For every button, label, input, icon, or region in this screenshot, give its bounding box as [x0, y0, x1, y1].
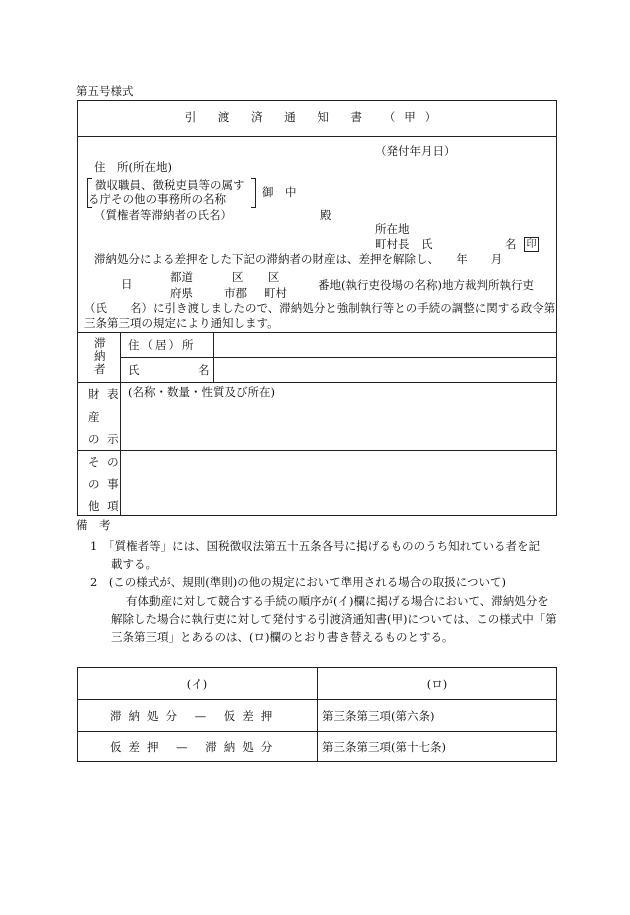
- brace-right: [251, 178, 256, 208]
- address-row-divider: [120, 357, 557, 358]
- form-title: 引 渡 済 通 知 書 （甲）: [184, 110, 446, 124]
- replace-row1-i: 滞納処分 — 仮差押: [110, 709, 280, 723]
- delinquent-label-3: 者: [94, 362, 106, 376]
- replace-header-ro: (ロ): [426, 677, 448, 691]
- property-description: (名称・数量・性質及び所在): [128, 385, 275, 399]
- property-label-c: の 示: [88, 432, 121, 446]
- replace-row2-i: 仮差押 — 滞納処分: [110, 740, 280, 754]
- note2-line2: 有体動産に対して競合する手続の順序が(イ)欄に掲げる場合において、滞納処分を: [126, 594, 549, 608]
- note2-line4: 三条第三項」とあるのは、(ロ)欄のとおり書き替えるものとする。: [111, 630, 454, 644]
- body-line3: （氏 名）に引き渡しましたので、滞納処分と強制執行等との手続の調整に関する政令第: [84, 301, 556, 315]
- ku2-top: 区: [268, 270, 280, 284]
- other-label-b: の 事: [88, 477, 121, 491]
- seal-icon: 印: [524, 237, 539, 252]
- note1-line1: 1 「質権者等」には、国税徴収法第五十五条各号に掲げるもののうち知れている者を記: [90, 539, 541, 553]
- note2-line1: 2 (この様式が、規則(準則)の他の規定において準用される場合の取扱について): [90, 575, 507, 589]
- replace-row1-ro: 第三条第三項(第六条): [322, 709, 435, 723]
- prefecture-top: 都道: [170, 270, 193, 284]
- address-label: 住 所(所在地): [94, 160, 172, 174]
- delinquent-bottom-line: [77, 382, 557, 383]
- table-top-line: [77, 332, 557, 333]
- body-line1: 滞納処分による差押をした下記の滞納者の財産は、差押を解除し、 年 月: [94, 252, 503, 266]
- body-line2: 番地(執行吏役場の名称)地方裁判所執行吏: [318, 278, 534, 292]
- dono: 殿: [320, 208, 332, 222]
- replace-row2-ro: 第三条第三項(第十七条): [322, 740, 446, 754]
- recipient-line1: 徴収職員、徴税吏員等の属す: [95, 178, 245, 192]
- mayor-label: 町村長 氏: [375, 237, 433, 251]
- ku2-bottom: 町村: [264, 286, 287, 300]
- note1-line2: 載する。: [111, 557, 157, 571]
- delinquent-label-1: 滞: [94, 336, 106, 350]
- title-divider: [77, 136, 557, 137]
- ku-top: 区: [232, 270, 244, 284]
- other-label-c: 他 項: [88, 499, 121, 513]
- delinquent-label-2: 納: [94, 349, 106, 363]
- replace-table-header-line: [77, 699, 557, 700]
- property-bottom-line: [77, 450, 557, 451]
- gochu: 御 中: [262, 185, 297, 199]
- notes-heading: 備 考: [76, 518, 111, 532]
- recipient-line2: る庁その他の事務所の名称: [88, 192, 226, 206]
- ku-bottom: 市郡: [224, 286, 247, 300]
- note2-line3: 解除した場合に執行吏に対して発付する引渡済通知書(甲)については、この様式中「第: [111, 612, 557, 626]
- label-col-line: [213, 332, 214, 382]
- form-label: 第五号様式: [76, 84, 134, 98]
- property-label-a: 財 表: [88, 387, 121, 401]
- name-field-label-right: 名: [198, 363, 210, 377]
- body-line4: 三条第三項の規定により通知します。: [84, 316, 279, 330]
- address-field-label: 住（居）所: [128, 338, 196, 352]
- location-label: 所在地: [375, 222, 410, 236]
- holder-name: （質権者等滞納者の氏名）: [94, 208, 232, 222]
- replace-table-row-line: [77, 731, 557, 732]
- other-label-a: そ の: [88, 455, 121, 469]
- day-label: 日: [121, 277, 133, 291]
- property-label-b: 産: [88, 410, 100, 424]
- replace-header-i: (イ): [186, 677, 208, 691]
- issue-date: （発付年月日）: [375, 144, 456, 158]
- prefecture-bottom: 府県: [170, 286, 193, 300]
- mayor-mei: 名: [505, 237, 517, 251]
- name-field-label-left: 氏: [128, 363, 140, 377]
